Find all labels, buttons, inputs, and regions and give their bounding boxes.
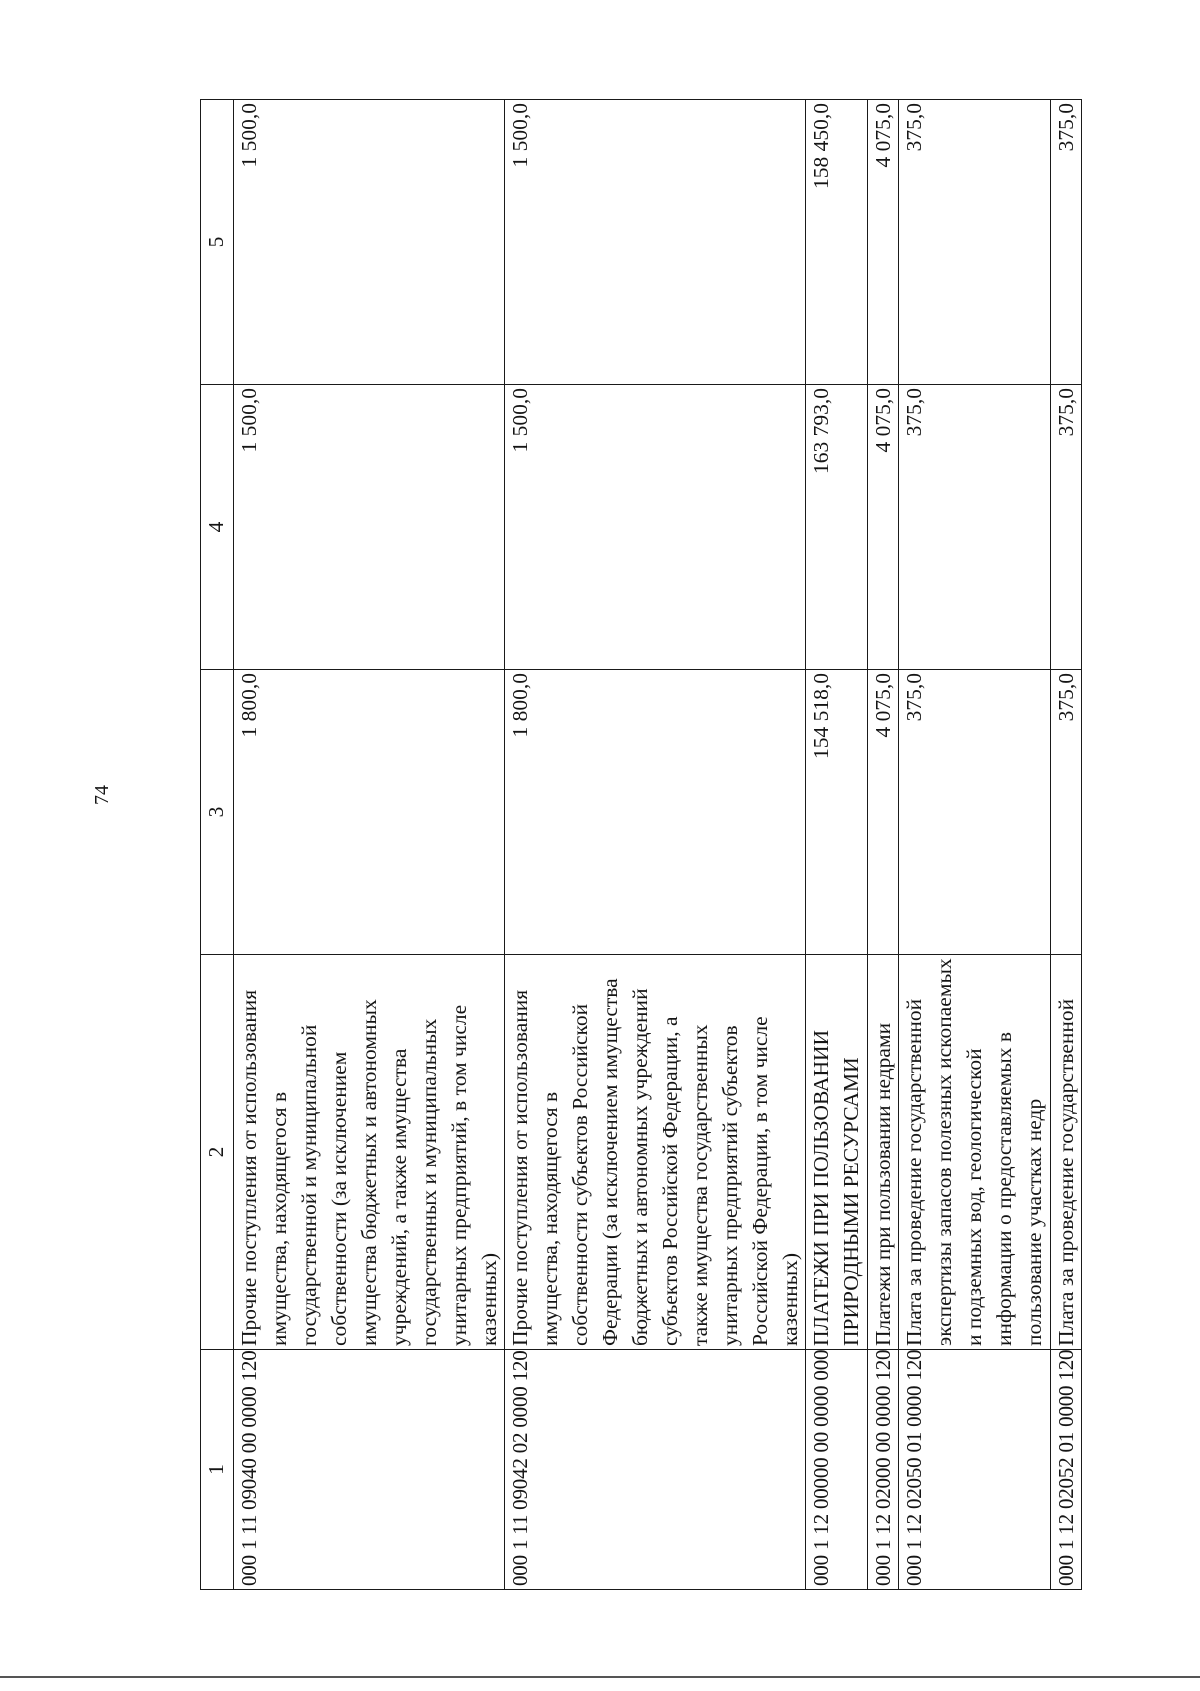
column-header-4: 4 xyxy=(201,385,234,670)
budget-code: 000 1 12 02052 01 0000 120 xyxy=(1051,1350,1082,1590)
rotated-table-container xyxy=(200,100,1095,1590)
scan-edge-line xyxy=(0,1676,1200,1678)
amount-col5: 4 075,0 xyxy=(868,100,899,385)
revenue-description: Прочие поступления от использования имущества, находящегося в собственности субъектов Российской Федерации (за исключением имущества бюджетных и автономных учреждений субъектов Российской Федерации, а также имущества государственных унитарных предприятий субъектов Российской Федерации, в том числе казенных) xyxy=(505,955,806,1350)
revenue-description: Прочие поступления от использования имущества, находящегося в государственной и муниципальной собственности (за исключением имущества бюджетных и автономных учреждений, а также имущества государственных и муниципальных унитарных предприятий, в том числе казенных) xyxy=(234,955,505,1350)
budget-code: 000 1 11 09042 02 0000 120 xyxy=(505,1350,806,1590)
table-row xyxy=(868,100,899,1590)
amount-col5: 1 500,0 xyxy=(234,100,505,385)
amount-col4: 1 500,0 xyxy=(234,385,505,670)
budget-code: 000 1 11 09040 00 0000 120 xyxy=(234,1350,505,1590)
budget-code: 000 1 12 00000 00 0000 000 xyxy=(806,1350,868,1590)
revenue-description: Плата за проведение государственной экспертизы запасов полезных ископаемых и подземных вод, геологической информации о предоставляемых в пользование участках недр xyxy=(899,955,1051,1350)
column-header-2: 2 xyxy=(201,955,234,1350)
column-header-3: 3 xyxy=(201,670,234,955)
amount-col3: 1 800,0 xyxy=(505,670,806,955)
table-row xyxy=(899,100,1051,1590)
amount-col4: 163 793,0 xyxy=(806,385,868,670)
budget-code: 000 1 12 02000 00 0000 120 xyxy=(868,1350,899,1590)
table-row xyxy=(806,100,868,1590)
column-header-5: 5 xyxy=(201,100,234,385)
table-row xyxy=(1051,100,1082,1590)
amount-col3: 1 800,0 xyxy=(234,670,505,955)
budget-code: 000 1 12 02050 01 0000 120 xyxy=(899,1350,1051,1590)
amount-col4: 375,0 xyxy=(899,385,1051,670)
revenue-description: Плата за проведение государственной xyxy=(1051,955,1082,1350)
page-number: 74 xyxy=(91,785,113,805)
amount-col3: 154 518,0 xyxy=(806,670,868,955)
amount-col5: 375,0 xyxy=(899,100,1051,385)
column-header-1: 1 xyxy=(201,1350,234,1590)
amount-col3: 375,0 xyxy=(899,670,1051,955)
table-row xyxy=(505,100,806,1590)
amount-col5: 158 450,0 xyxy=(806,100,868,385)
revenue-description: ПЛАТЕЖИ ПРИ ПОЛЬЗОВАНИИ ПРИРОДНЫМИ РЕСУРСАМИ xyxy=(806,955,868,1350)
amount-col4: 375,0 xyxy=(1051,385,1082,670)
revenue-table xyxy=(200,99,1082,1590)
amount-col3: 375,0 xyxy=(1051,670,1082,955)
header-row xyxy=(201,100,234,1590)
amount-col4: 4 075,0 xyxy=(868,385,899,670)
revenue-description: Платежи при пользовании недрами xyxy=(868,955,899,1350)
table-row xyxy=(234,100,505,1590)
amount-col5: 375,0 xyxy=(1051,100,1082,385)
amount-col4: 1 500,0 xyxy=(505,385,806,670)
amount-col3: 4 075,0 xyxy=(868,670,899,955)
amount-col5: 1 500,0 xyxy=(505,100,806,385)
